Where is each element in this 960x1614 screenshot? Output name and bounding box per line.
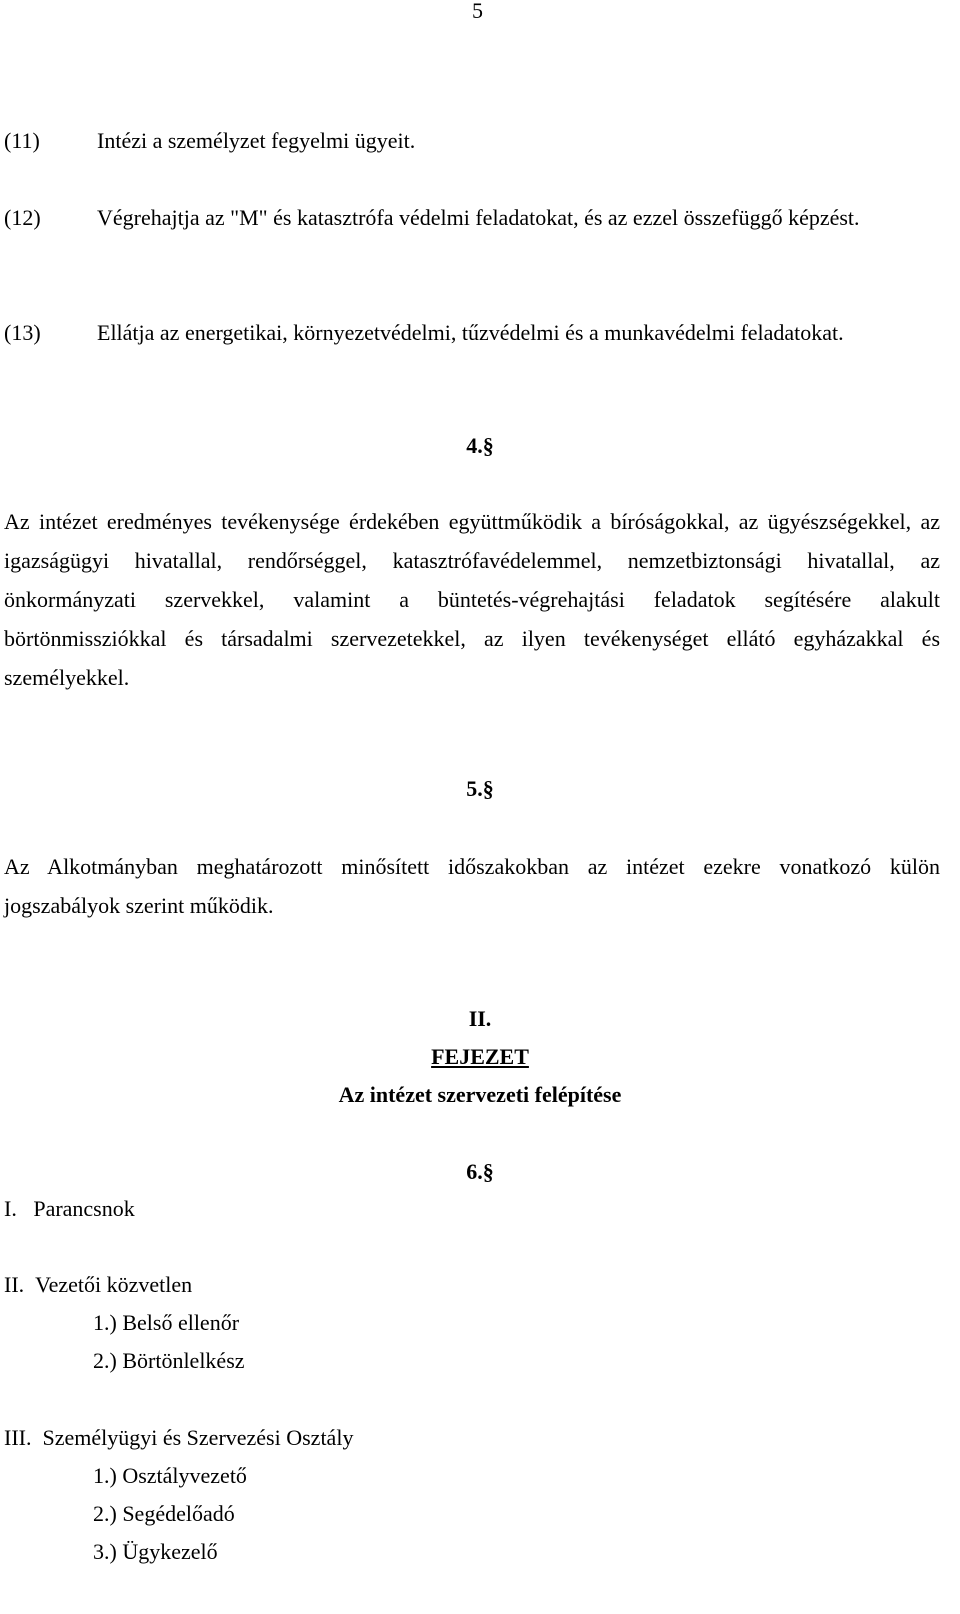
section-6-heading: 6.§ (466, 1159, 494, 1184)
item-number: (12) (4, 205, 41, 230)
org-unit-3 (4, 1419, 353, 1457)
chapter-label-wrap (0, 1038, 960, 1076)
item-text: Ellátja az energetikai, környezetvédelmi, tűzvédelmi és a munkavédelmi feladatokat. (97, 320, 844, 345)
org-label: Vezetői közvetlen (35, 1272, 193, 1297)
list-item-12 (4, 198, 940, 237)
org-subunit: 1.) Osztályvezető (93, 1463, 247, 1488)
org-label: Személyügyi és Szervezési Osztály (42, 1425, 354, 1450)
list-item-11 (4, 121, 940, 160)
chapter-number: II. (468, 1006, 492, 1031)
section-5-text: Az Alkotmányban meghatározott minősített időszakokban az intézet ezekre vonatkozó külön jogszabályok szerint működik. (4, 854, 940, 918)
org-number: III. (4, 1425, 32, 1450)
org-subunit: 2.) Börtönlelkész (93, 1348, 245, 1373)
section-4-heading: 4.§ (466, 433, 494, 458)
item-text: Intézi a személyzet fegyelmi ügyeit. (97, 128, 416, 153)
org-label: Parancsnok (33, 1196, 135, 1221)
item-number: (11) (4, 128, 40, 153)
item-text: Végrehajtja az "M" és katasztrófa védelmi feladatokat, és az ezzel összefüggő képzést. (97, 205, 860, 230)
org-subunit: 2.) Segédelőadó (93, 1501, 235, 1526)
list-item-13 (4, 313, 940, 352)
page-number: 5 (472, 0, 483, 23)
chapter-label: FEJEZET (431, 1044, 529, 1069)
org-subunit: 1.) Belső ellenőr (93, 1310, 240, 1335)
org-unit-1 (4, 1190, 135, 1228)
org-subunit: 3.) Ügykezelő (93, 1539, 218, 1564)
section-4-text: Az intézet eredményes tevékenysége érdekében együttműködik a bíróságokkal, az ügyészségekkel, az igazságügyi hivatallal, rendőrséggel, katasztrófavédelemmel, nemzetbiztonsági hivatallal, az önkormányzati szervekkel, valamint a büntetés-végrehajtási feladatok segítésére alakult börtönmissziókkal és társadalmi szervezetekkel, az ilyen tevékenységet ellátó egyházakkal és személyekkel. (4, 509, 940, 690)
org-unit-2 (4, 1266, 192, 1304)
section-5-heading: 5.§ (466, 776, 494, 801)
org-number: I. (4, 1196, 17, 1221)
chapter-title: Az intézet szervezeti felépítése (338, 1082, 622, 1107)
item-number: (13) (4, 320, 41, 345)
org-number: II. (4, 1272, 25, 1297)
